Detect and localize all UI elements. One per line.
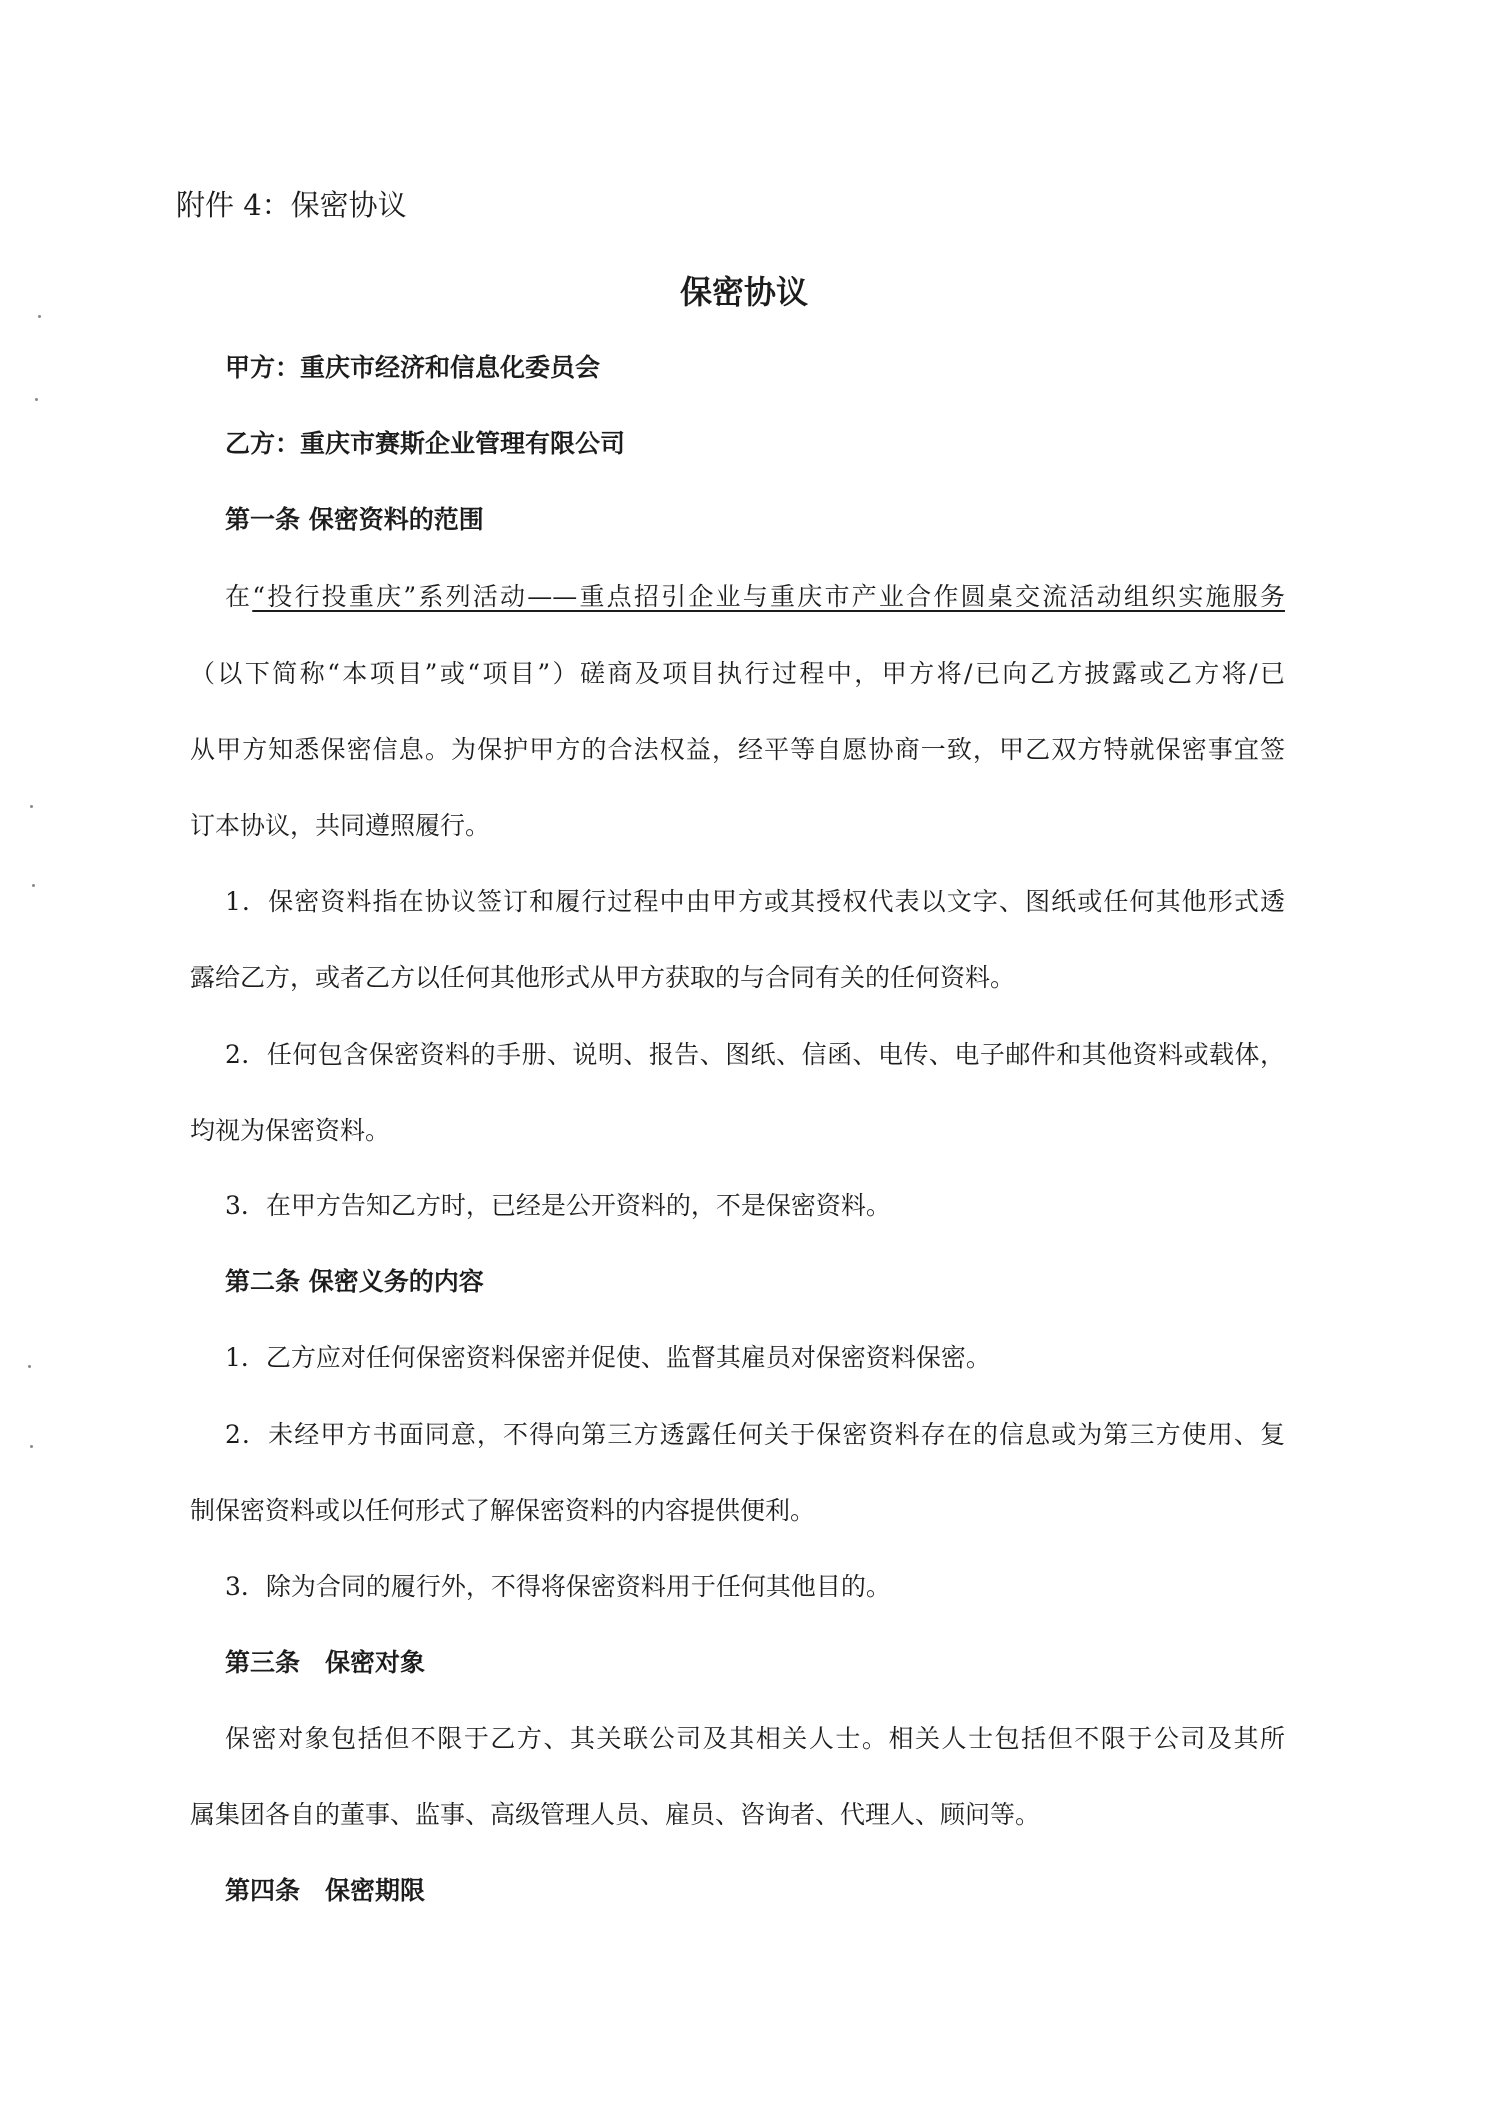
article-1-item-1-line-1: 1．保密资料指在协议签订和履行过程中由甲方或其授权代表以文字、图纸或任何其他形式透 [225, 887, 1285, 916]
article-3-line-1: 保密对象包括但不限于乙方、其关联公司及其相关人士。相关人士包括但不限于公司及其所 [225, 1724, 1285, 1753]
party-a: 甲方：重庆市经济和信息化委员会 [225, 353, 601, 382]
attachment-heading: 附件 4：保密协议 [176, 188, 407, 222]
article-1-intro-line-3: 从甲方知悉保密信息。为保护甲方的合法权益，经平等自愿协商一致，甲乙双方特就保密事宜签 [190, 735, 1285, 764]
scan-speck [30, 1445, 33, 1448]
article-1-item-2-line-2: 均视为保密资料。 [190, 1116, 391, 1145]
project-name-underlined: “投行投重庆”系列活动——重点招引企业与重庆市产业合作圆桌交流活动组织实施服务 [252, 582, 1285, 611]
document-title: 保密协议 [679, 273, 808, 311]
scan-speck [32, 884, 35, 887]
article-4-heading: 第四条 保密期限 [225, 1876, 426, 1905]
scan-speck [30, 805, 33, 808]
article-1-heading: 第一条 保密资料的范围 [225, 505, 484, 534]
article-1-intro-line-4: 订本协议，共同遵照履行。 [190, 811, 491, 840]
scan-speck [38, 315, 41, 318]
article-3-heading: 第三条 保密对象 [225, 1648, 426, 1677]
party-b: 乙方：重庆市赛斯企业管理有限公司 [225, 429, 626, 458]
article-1-item-2-line-1: 2．任何包含保密资料的手册、说明、报告、图纸、信函、电传、电子邮件和其他资料或载体， [225, 1040, 1285, 1069]
article-1-item-3: 3．在甲方告知乙方时，已经是公开资料的，不是保密资料。 [225, 1191, 891, 1220]
article-1-intro-line-2: （以下简称“本项目”或“项目”）磋商及项目执行过程中，甲方将/已向乙方披露或乙方将/已 [190, 659, 1285, 688]
article-2-item-1: 1．乙方应对任何保密资料保密并促使、监督其雇员对保密资料保密。 [225, 1343, 991, 1372]
article-1-item-1-line-2: 露给乙方，或者乙方以任何其他形式从甲方获取的与合同有关的任何资料。 [190, 963, 1016, 992]
article-2-item-3: 3．除为合同的履行外，不得将保密资料用于任何其他目的。 [225, 1572, 891, 1601]
article-1-intro-line-1 [225, 580, 1285, 614]
scan-speck [28, 1365, 31, 1368]
article-2-item-2-line-1: 2．未经甲方书面同意，不得向第三方透露任何关于保密资料存在的信息或为第三方使用、复 [225, 1420, 1285, 1449]
article-2-heading: 第二条 保密义务的内容 [225, 1267, 484, 1296]
intro-prefix: 在 [225, 582, 253, 611]
article-3-line-2: 属集团各自的董事、监事、高级管理人员、雇员、咨询者、代理人、顾问等。 [190, 1800, 1041, 1829]
scan-speck [35, 398, 38, 401]
article-2-item-2-line-2: 制保密资料或以任何形式了解保密资料的内容提供便利。 [190, 1496, 816, 1525]
